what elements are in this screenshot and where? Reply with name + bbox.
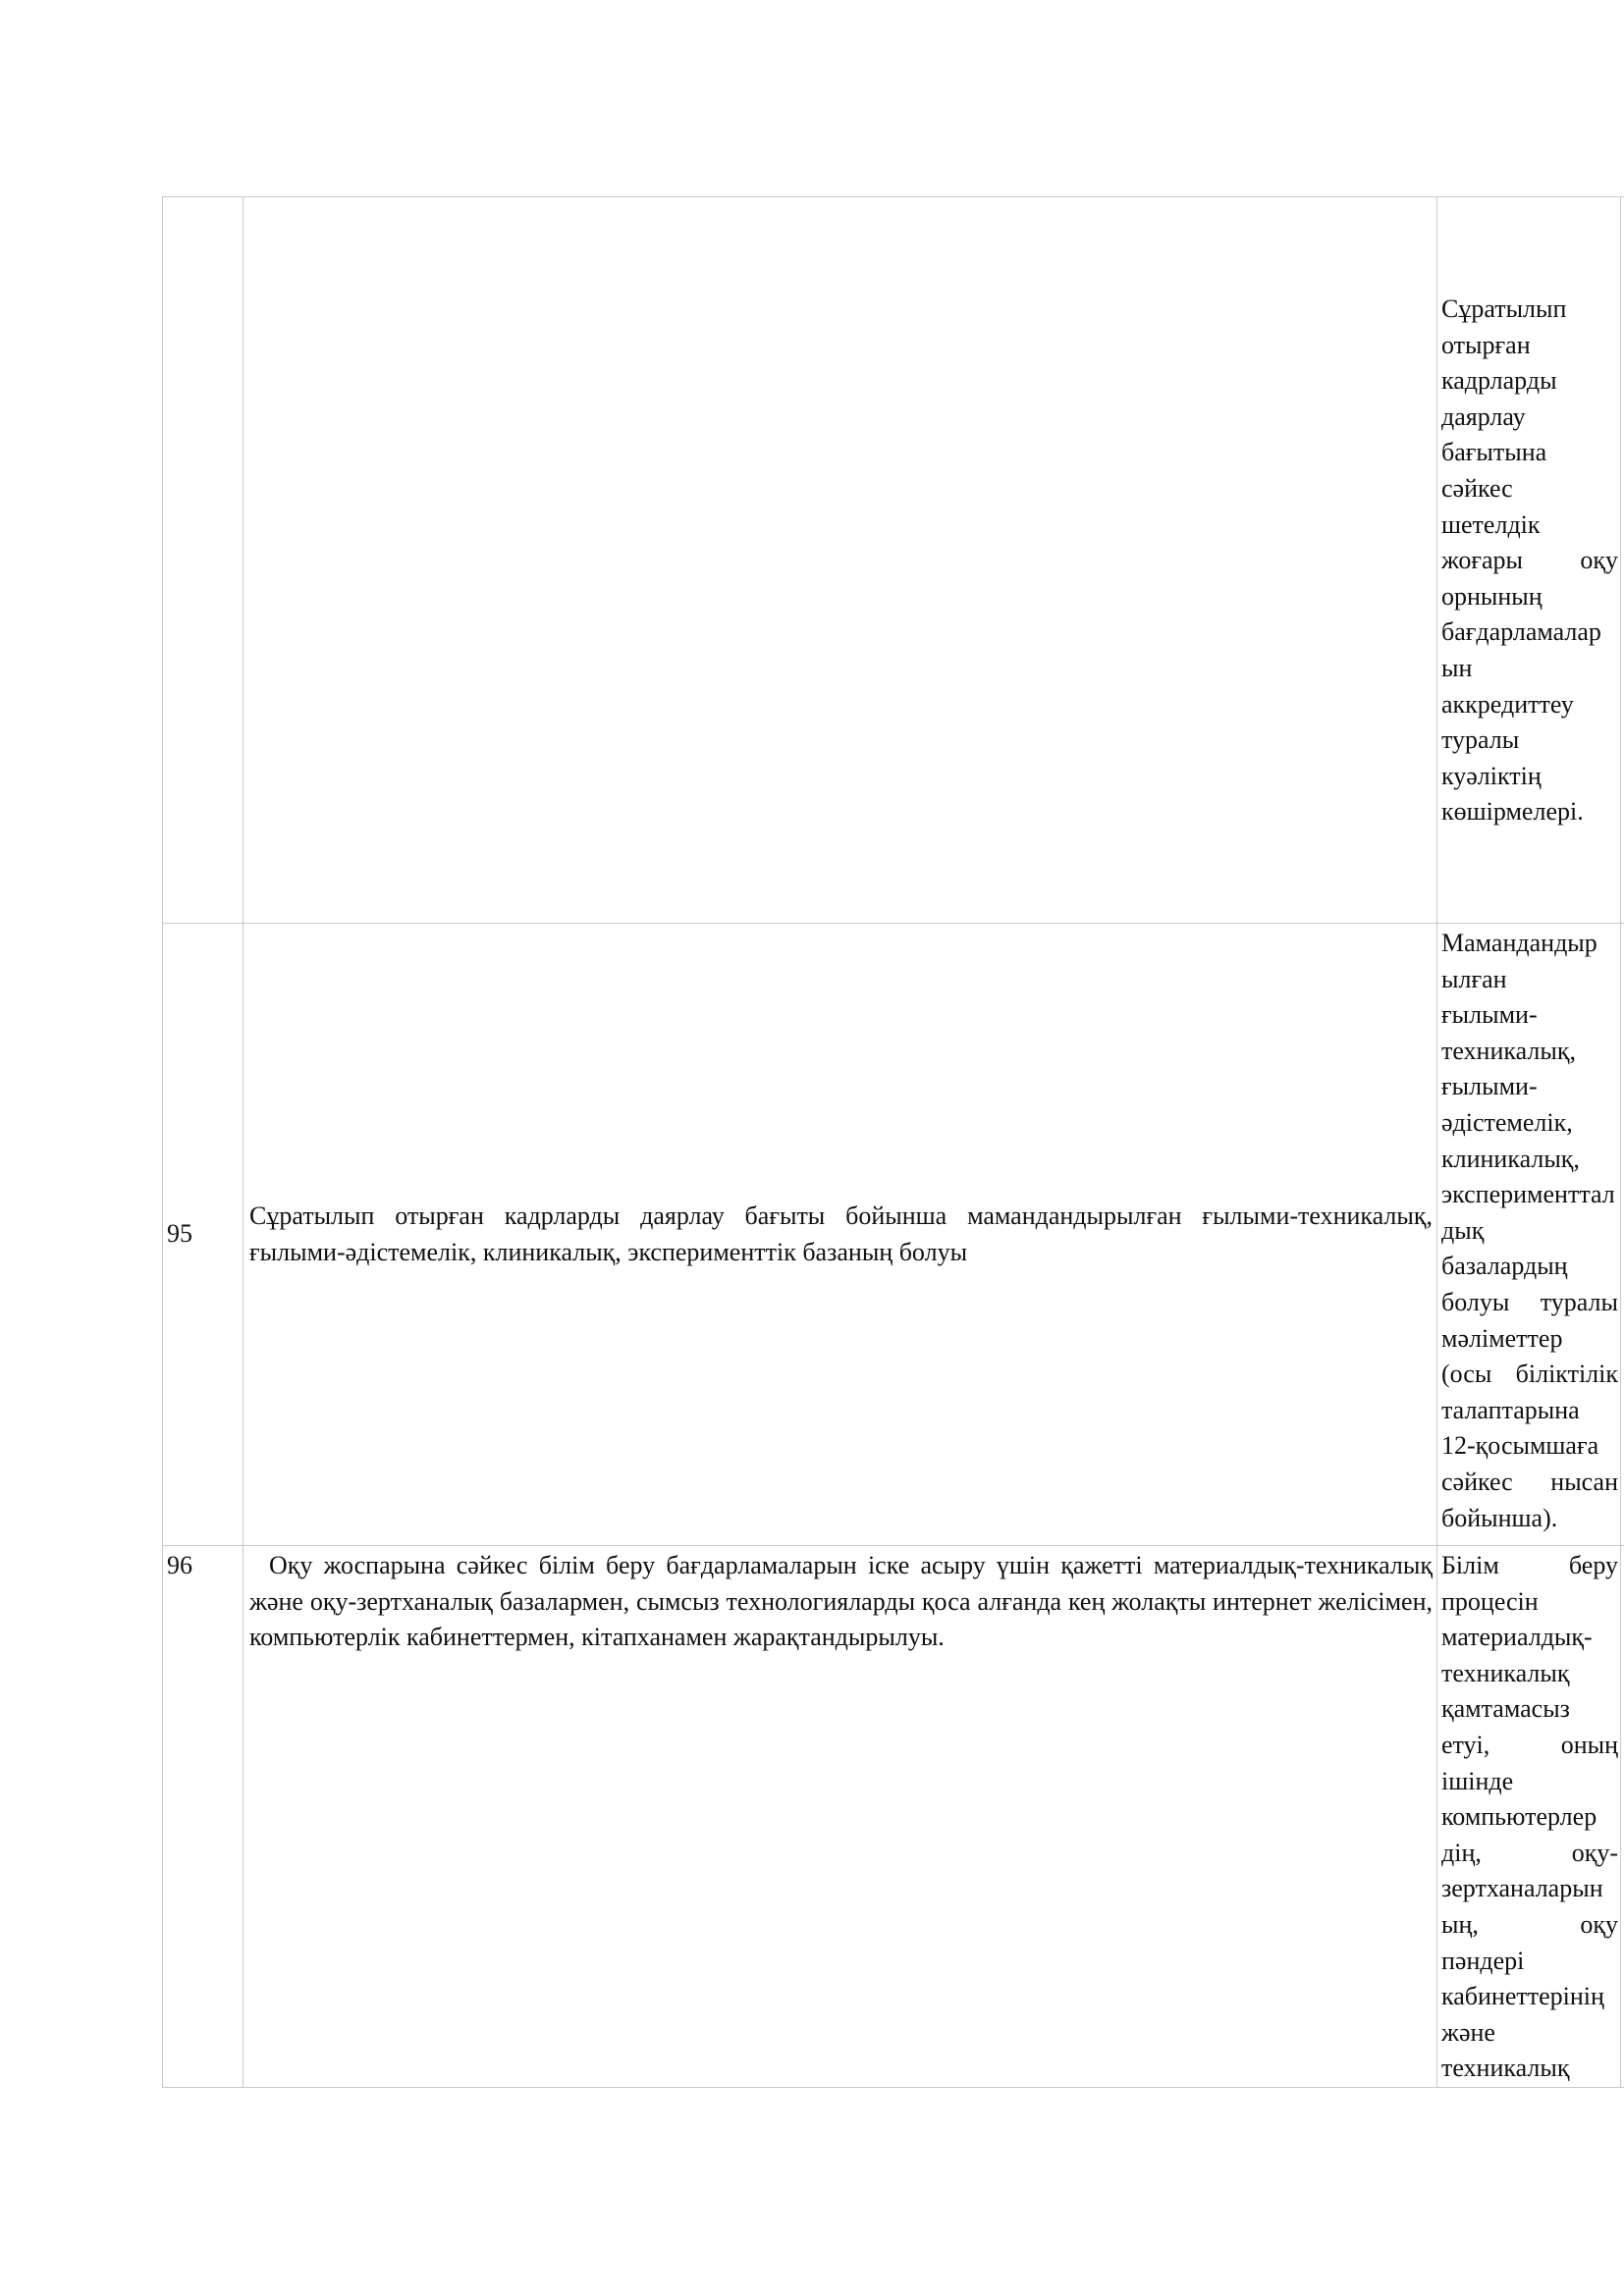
document-line: (осы біліктілік (1441, 1360, 1618, 1389)
extra-column-cell (1621, 197, 1624, 924)
document-line: компьютерлер (1441, 1802, 1597, 1832)
requirement-cell: Сұратылып отырған кадрларды даярлау бағыты бойынша мамандандырылған ғылыми-техникалық, ғылыми-әдістемелік, клиникалық, эксперименттік базаның болуы (244, 924, 1437, 1546)
document-line: әдістемелік, (1441, 1107, 1573, 1137)
document-line: ын (1441, 653, 1473, 682)
document-line: кадрларды (1441, 366, 1557, 396)
document-line: бағдарламалар (1441, 617, 1601, 647)
document-line: ғылыми- (1441, 1000, 1538, 1030)
requirements-table (162, 196, 1624, 2088)
document-line: ғылыми- (1441, 1072, 1538, 1101)
document-line: базалардың (1441, 1252, 1568, 1281)
document-line: ың, оқу (1441, 1909, 1618, 1939)
document-line: даярлау (1441, 401, 1526, 431)
document-line: Білім беру (1441, 1551, 1618, 1579)
document-line: және (1441, 2017, 1495, 2047)
document-line: көшірмелері. (1441, 797, 1584, 827)
document-line: жоғары оқу (1441, 546, 1618, 575)
row-number-cell (163, 197, 244, 924)
document-line: техникалық (1441, 2054, 1570, 2083)
document-line: бойынша). (1441, 1503, 1558, 1532)
requirement-cell (244, 197, 1437, 924)
document-line: сәйкес нысан (1441, 1467, 1618, 1496)
document-line: Сұратылып (1441, 294, 1567, 323)
document-line: процесін (1441, 1586, 1539, 1616)
requirement-text: Оқу жоспарына сәйкес білім беру бағдарламаларын іске асыру үшін қажетті материалдық-техникалық және оқу-зертханалық базалармен, сымсыз технологияларды қоса алғанда кең жолақты интернет желісімен, компьютерлік кабинеттермен, кітапханамен жарақтандырылуы. (249, 1551, 1433, 1652)
document-line: қамтамасыз (1441, 1694, 1570, 1724)
document-line: техникалық (1441, 1658, 1570, 1687)
document-line: куәліктің (1441, 761, 1542, 790)
document-line: дің, оқу- (1441, 1838, 1618, 1867)
document-line: эксперименттал (1441, 1180, 1615, 1209)
document-line: кабинеттерінің (1441, 1982, 1604, 2011)
document-line: талаптарына (1441, 1395, 1580, 1424)
document-line: Мамандандыр (1441, 929, 1597, 957)
document-line: бағытына (1441, 438, 1547, 467)
table-row (163, 197, 1624, 924)
document-line: зертханаларын (1441, 1874, 1603, 1903)
document-line: пәндері (1441, 1946, 1525, 1975)
document-cell (1437, 924, 1621, 1546)
document-line: ылған (1441, 964, 1507, 993)
document-line: етуі, оның (1441, 1730, 1618, 1759)
row-number-cell: 96 (163, 1546, 244, 2088)
document-cell (1437, 1546, 1621, 2088)
document-line: аккредиттеу (1441, 689, 1574, 719)
document-line: техникалық, (1441, 1036, 1576, 1065)
document-line: материалдық- (1441, 1623, 1593, 1652)
row-number-cell: 95 (163, 924, 244, 1546)
document-line: отырған (1441, 330, 1531, 359)
table-row (163, 1546, 1624, 2088)
document-line: туралы (1441, 725, 1520, 755)
document-line: клиникалық, (1441, 1144, 1580, 1173)
table-row (163, 924, 1624, 1546)
extra-column-cell (1621, 1546, 1624, 2088)
extra-column-cell (1621, 924, 1624, 1546)
document-line: сәйкес (1441, 473, 1513, 503)
document-line: ішінде (1441, 1766, 1514, 1795)
document-line: дық (1441, 1215, 1485, 1245)
requirement-cell (244, 1546, 1437, 2088)
document-line: болуы туралы (1441, 1287, 1618, 1316)
document-line: мәліметтер (1441, 1323, 1563, 1353)
document-line: орнының (1441, 581, 1543, 611)
document-line: шетелдік (1441, 509, 1541, 539)
document-line: 12-қосымшаға (1441, 1431, 1599, 1461)
document-cell (1437, 197, 1621, 924)
